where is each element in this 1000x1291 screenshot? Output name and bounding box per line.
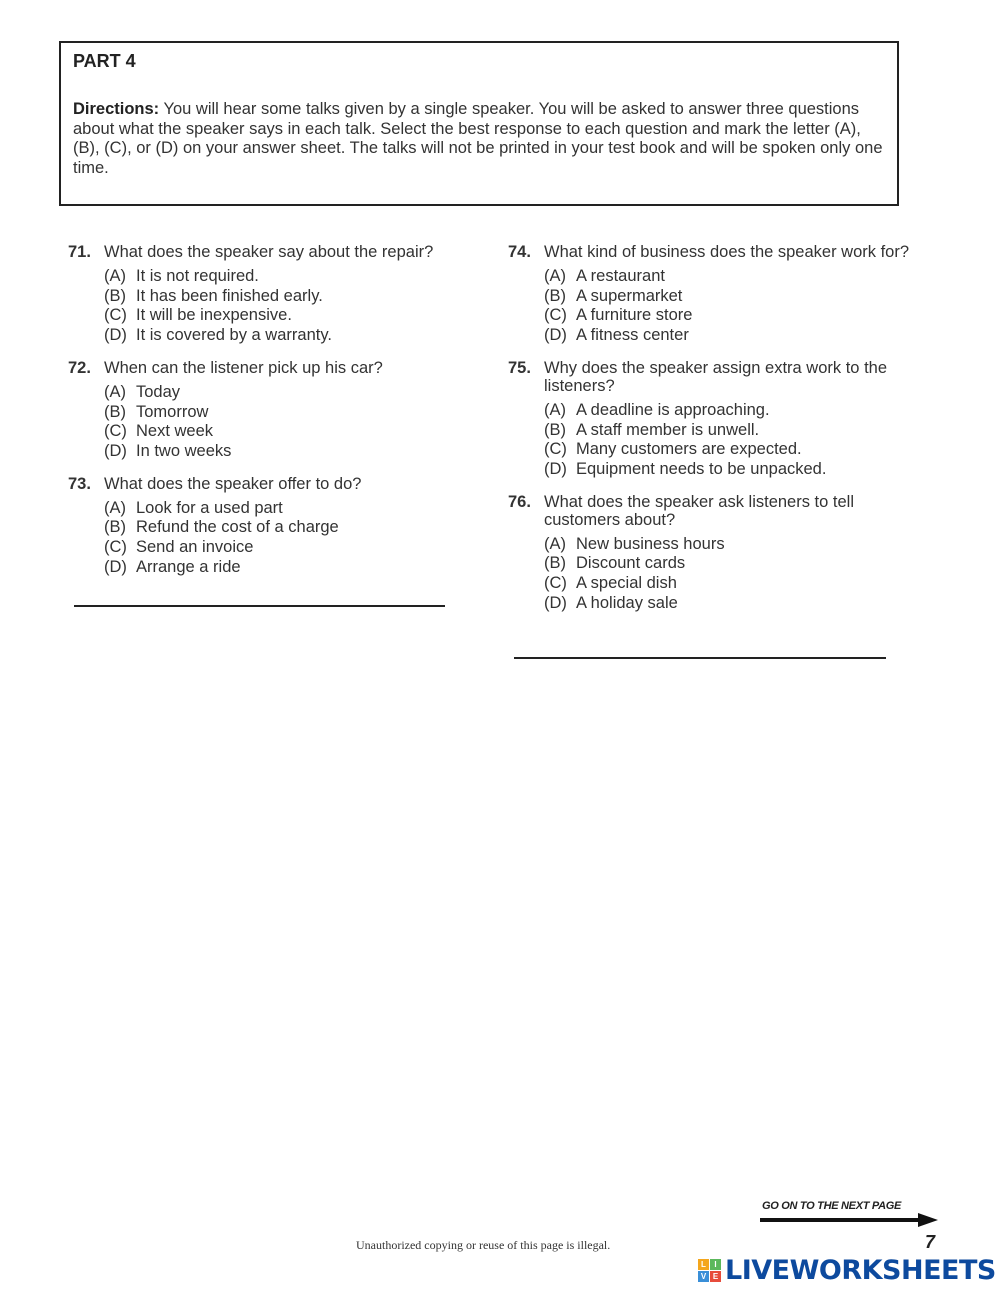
option-letter: (C)	[544, 574, 567, 593]
option-letter: (D)	[104, 557, 127, 576]
answer-option	[544, 287, 918, 307]
option-letter: (C)	[544, 440, 567, 459]
liveworksheets-logo-icon: L I V E	[698, 1259, 721, 1282]
option-letter: (C)	[104, 422, 127, 441]
copyright-notice: Unauthorized copying or reuse of this page is illegal.	[356, 1238, 611, 1252]
option-letter: (A)	[104, 382, 126, 401]
option-text: In two weeks	[136, 441, 232, 460]
answer-option	[104, 538, 478, 558]
option-text: A supermarket	[576, 286, 683, 305]
answer-option	[544, 594, 918, 614]
answer-option	[544, 267, 918, 287]
answer-option	[104, 499, 478, 519]
option-text: A holiday sale	[576, 593, 678, 612]
option-text: It is not required.	[136, 267, 259, 285]
option-text: Discount cards	[576, 554, 686, 573]
option-text: Tomorrow	[136, 402, 209, 421]
question-74	[508, 243, 918, 346]
option-letter: (A)	[104, 498, 126, 517]
answer-option	[104, 518, 478, 538]
option-text: A restaurant	[576, 267, 665, 285]
option-text: A staff member is unwell.	[576, 420, 760, 439]
option-text: A furniture store	[576, 306, 693, 325]
page-number: 7	[925, 1232, 936, 1252]
question-text: What does the speaker ask listeners to tell customers about?	[544, 492, 854, 529]
answer-options	[68, 267, 478, 346]
question-stem	[508, 493, 918, 529]
answer-options	[508, 535, 918, 614]
option-letter: (A)	[544, 534, 566, 553]
question-stem	[508, 243, 918, 261]
option-letter: (A)	[104, 267, 126, 285]
question-72	[68, 359, 478, 462]
directions-text	[73, 100, 885, 178]
option-letter: (B)	[544, 286, 566, 305]
next-page-label: GO ON TO THE NEXT PAGE	[762, 1200, 902, 1212]
arrow-right-icon	[760, 1212, 940, 1228]
question-text: What does the speaker offer to do?	[104, 474, 362, 493]
question-stem	[68, 359, 478, 377]
answer-option	[104, 422, 478, 442]
question-stem	[68, 475, 478, 493]
question-stem	[508, 359, 918, 395]
answer-option	[544, 421, 918, 441]
option-letter: (A)	[544, 267, 566, 285]
option-letter: (C)	[104, 306, 127, 325]
brand-name: LIVEWORKSHEETS	[725, 1255, 996, 1286]
option-text: It has been finished early.	[136, 286, 323, 305]
option-text: A fitness center	[576, 326, 689, 345]
option-text: Equipment needs to be unpacked.	[576, 459, 827, 478]
option-letter: (B)	[104, 286, 126, 305]
question-76	[508, 493, 918, 614]
option-text: Today	[136, 382, 181, 401]
answer-option	[104, 326, 478, 346]
option-letter: (D)	[544, 326, 567, 345]
option-text: It will be inexpensive.	[136, 306, 292, 325]
answer-option	[104, 306, 478, 326]
answer-options	[68, 383, 478, 462]
option-letter: (B)	[104, 402, 126, 421]
option-text: New business hours	[576, 534, 725, 553]
question-71	[68, 243, 478, 346]
option-text: A special dish	[576, 574, 677, 593]
answer-option	[544, 401, 918, 421]
answer-option	[104, 558, 478, 578]
option-letter: (C)	[104, 538, 127, 557]
answer-option	[544, 554, 918, 574]
answer-option	[544, 460, 918, 480]
answer-option	[104, 403, 478, 423]
question-stem	[68, 243, 478, 261]
option-text: Arrange a ride	[136, 557, 241, 576]
answer-option	[104, 267, 478, 287]
section-divider-right	[514, 657, 886, 659]
question-text: What kind of business does the speaker work for?	[544, 243, 910, 261]
option-text: Refund the cost of a charge	[136, 518, 339, 537]
answer-option	[104, 287, 478, 307]
part-title: PART 4	[73, 51, 136, 71]
directions-box	[59, 41, 899, 206]
question-number: 76.	[508, 492, 531, 511]
directions-body: You will hear some talks given by a single speaker. You will be asked to answer three questions about what the speaker says in each talk. Select the best response to each question and mark the letter (A), (B), (C), or (D) on your answer sheet. The talks will not be printed in your test book and will be spoken only one time.	[73, 100, 883, 177]
answer-option	[544, 574, 918, 594]
option-text: It is covered by a warranty.	[136, 326, 332, 345]
answer-option	[544, 306, 918, 326]
option-text: Next week	[136, 422, 214, 441]
option-letter: (B)	[104, 518, 126, 537]
option-text: A deadline is approaching.	[576, 400, 770, 419]
question-text: Why does the speaker assign extra work to the listeners?	[544, 358, 888, 395]
option-letter: (B)	[544, 554, 566, 573]
answer-options	[508, 267, 918, 346]
question-number: 73.	[68, 474, 91, 493]
option-letter: (D)	[104, 326, 127, 345]
option-letter: (D)	[104, 441, 127, 460]
question-number: 72.	[68, 358, 91, 377]
question-73	[68, 475, 478, 578]
answer-options	[68, 499, 478, 578]
question-text: What does the speaker say about the repair?	[104, 243, 434, 261]
option-text: Many customers are expected.	[576, 440, 802, 459]
answer-option	[544, 326, 918, 346]
answer-options	[508, 401, 918, 480]
option-letter: (D)	[544, 593, 567, 612]
directions-label: Directions:	[73, 100, 160, 118]
question-number: 74.	[508, 243, 531, 261]
option-text: Send an invoice	[136, 538, 254, 557]
answer-option	[104, 442, 478, 462]
option-letter: (A)	[544, 400, 566, 419]
question-number: 75.	[508, 358, 531, 377]
answer-option	[544, 535, 918, 555]
questions-right-column	[508, 243, 918, 626]
question-75	[508, 359, 918, 480]
questions-left-column	[68, 243, 478, 590]
question-text: When can the listener pick up his car?	[104, 358, 383, 377]
answer-option	[104, 383, 478, 403]
option-letter: (D)	[544, 459, 567, 478]
question-number: 71.	[68, 243, 91, 261]
liveworksheets-brand	[698, 1255, 996, 1286]
option-letter: (B)	[544, 420, 566, 439]
answer-option	[544, 440, 918, 460]
option-text: Look for a used part	[136, 498, 283, 517]
option-letter: (C)	[544, 306, 567, 325]
section-divider-left	[74, 605, 445, 607]
